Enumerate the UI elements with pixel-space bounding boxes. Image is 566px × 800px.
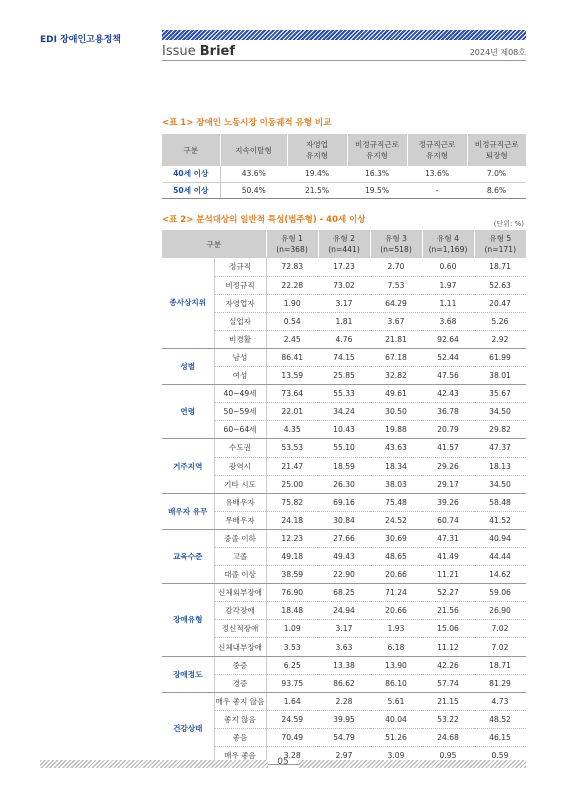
- issue-brief-bold: Brief: [199, 44, 236, 59]
- table-cell: 3.53: [266, 638, 318, 656]
- table-cell: 4.76: [318, 330, 370, 348]
- issue-brief-title: [162, 44, 235, 59]
- row-label: 신체외부장애: [214, 584, 266, 602]
- table2-column-header: 구분: [162, 230, 266, 258]
- table-cell: 24.59: [266, 710, 318, 728]
- table2-column-header: 유형 2 (n=441): [318, 230, 370, 258]
- table-cell: 42.43: [422, 385, 474, 403]
- table-cell: 19.4%: [287, 166, 347, 182]
- table-row: [162, 258, 526, 276]
- table-cell: 4.35: [266, 421, 318, 439]
- table-cell: 3.09: [370, 747, 422, 765]
- table-cell: 2.28: [318, 692, 370, 710]
- table-row: [162, 728, 526, 746]
- table2-column-header: 유형 3 (n=518): [370, 230, 422, 258]
- row-label: 좋지 않음: [214, 710, 266, 728]
- table-row: [162, 276, 526, 294]
- table-cell: 16.3%: [347, 166, 407, 182]
- header-stripe-band: [162, 30, 526, 40]
- row-label: 비경활: [214, 330, 266, 348]
- group-label: 건강상태: [162, 692, 214, 764]
- table-cell: 14.62: [474, 566, 526, 584]
- table-cell: 92.64: [422, 330, 474, 348]
- table-row: [162, 602, 526, 620]
- row-label: 40~49세: [214, 385, 266, 403]
- table-cell: 19.5%: [347, 182, 407, 198]
- table-cell: 43.6%: [220, 166, 287, 182]
- table-cell: 29.17: [422, 475, 474, 493]
- table-cell: 11.21: [422, 566, 474, 584]
- table2: [162, 230, 526, 765]
- table-cell: 2.45: [266, 330, 318, 348]
- issue-number: 2024년 제08호: [469, 48, 526, 57]
- table-cell: 30.84: [318, 511, 370, 529]
- row-label: 자영업자: [214, 294, 266, 312]
- row-label: 실업자: [214, 312, 266, 330]
- row-label: 고졸: [214, 548, 266, 566]
- table-cell: 13.59: [266, 367, 318, 385]
- table-row: [162, 638, 526, 656]
- table-cell: 30.69: [370, 529, 422, 547]
- table-row: [162, 457, 526, 475]
- table-cell: 34.24: [318, 403, 370, 421]
- table-cell: 47.37: [474, 439, 526, 457]
- table-cell: 93.75: [266, 674, 318, 692]
- row-label: 수도권: [214, 439, 266, 457]
- table-cell: 64.29: [370, 294, 422, 312]
- row-label: 감각장애: [214, 602, 266, 620]
- table-cell: 21.5%: [287, 182, 347, 198]
- table1-column-header: 자영업 유지형: [287, 134, 347, 166]
- table-cell: 7.53: [370, 276, 422, 294]
- table-cell: 40.04: [370, 710, 422, 728]
- table-cell: 18.71: [474, 258, 526, 276]
- table-cell: 13.90: [370, 656, 422, 674]
- row-label: 매우 좋지 않음: [214, 692, 266, 710]
- row-label: 정신적장애: [214, 620, 266, 638]
- table-cell: 15.06: [422, 620, 474, 638]
- header-divider: [162, 60, 526, 61]
- table-cell: 24.68: [422, 728, 474, 746]
- table-row: [162, 475, 526, 493]
- table-cell: 10.43: [318, 421, 370, 439]
- table-row: [162, 710, 526, 728]
- table-cell: 20.79: [422, 421, 474, 439]
- table-cell: 54.79: [318, 728, 370, 746]
- table-row: [162, 584, 526, 602]
- table-cell: 1.93: [370, 620, 422, 638]
- table-cell: 0.54: [266, 312, 318, 330]
- row-label: 무배우자: [214, 511, 266, 529]
- table2-header-row: [162, 230, 526, 258]
- table-cell: 58.48: [474, 493, 526, 511]
- table-cell: 74.15: [318, 348, 370, 366]
- table-cell: 21.15: [422, 692, 474, 710]
- table-cell: 41.49: [422, 548, 474, 566]
- table-cell: 35.67: [474, 385, 526, 403]
- row-label: 남성: [214, 348, 266, 366]
- table-cell: 12.23: [266, 529, 318, 547]
- table2-column-header: 유형 5 (n=171): [474, 230, 526, 258]
- table-cell: 6.25: [266, 656, 318, 674]
- table-row: [162, 566, 526, 584]
- table-cell: 75.82: [266, 493, 318, 511]
- group-label: 장애유형: [162, 584, 214, 656]
- table-cell: 24.52: [370, 511, 422, 529]
- row-label: 유배우자: [214, 493, 266, 511]
- footer-stripe-left: [40, 760, 268, 768]
- table-cell: 46.15: [474, 728, 526, 746]
- table-cell: 24.18: [266, 511, 318, 529]
- table-row: [162, 421, 526, 439]
- table-row: [162, 367, 526, 385]
- table-cell: 6.18: [370, 638, 422, 656]
- table-cell: 3.63: [318, 638, 370, 656]
- table-row: [162, 548, 526, 566]
- table-cell: 4.73: [474, 692, 526, 710]
- group-label: 연령: [162, 385, 214, 439]
- row-label: 정규직: [214, 258, 266, 276]
- table-row: [162, 620, 526, 638]
- group-label: 거주지역: [162, 439, 214, 493]
- table-cell: 3.68: [422, 312, 474, 330]
- table-cell: 67.18: [370, 348, 422, 366]
- table-row: [162, 330, 526, 348]
- table-row: [162, 656, 526, 674]
- table-cell: 57.74: [422, 674, 474, 692]
- row-label: 50~59세: [214, 403, 266, 421]
- table-cell: 69.16: [318, 493, 370, 511]
- table-cell: 55.33: [318, 385, 370, 403]
- row-label: 경증: [214, 674, 266, 692]
- table-cell: 22.01: [266, 403, 318, 421]
- table-row: [162, 294, 526, 312]
- row-label: 좋음: [214, 728, 266, 746]
- row-label: 60~64세: [214, 421, 266, 439]
- table-cell: 20.66: [370, 566, 422, 584]
- table-cell: 86.62: [318, 674, 370, 692]
- table-cell: 73.02: [318, 276, 370, 294]
- table2-body: [162, 258, 526, 765]
- table-cell: 36.78: [422, 403, 474, 421]
- table-cell: 34.50: [474, 475, 526, 493]
- table-cell: 29.26: [422, 457, 474, 475]
- table-cell: 21.56: [422, 602, 474, 620]
- table-cell: 42.26: [422, 656, 474, 674]
- table-cell: 25.85: [318, 367, 370, 385]
- table-cell: 1.81: [318, 312, 370, 330]
- table-cell: 3.28: [266, 747, 318, 765]
- row-label: 매우 좋음: [214, 747, 266, 765]
- table-cell: 40.94: [474, 529, 526, 547]
- table-cell: 5.26: [474, 312, 526, 330]
- table-cell: 32.82: [370, 367, 422, 385]
- table-cell: 26.90: [474, 602, 526, 620]
- table1-column-header: 비정규직근로 유지형: [347, 134, 407, 166]
- table2-column-header: 유형 1 (n=368): [266, 230, 318, 258]
- row-label: 중졸 이하: [214, 529, 266, 547]
- table-row: [162, 348, 526, 366]
- table-cell: 2.92: [474, 330, 526, 348]
- table-cell: 52.27: [422, 584, 474, 602]
- table-row: [162, 182, 526, 198]
- table-cell: 49.18: [266, 548, 318, 566]
- table-cell: 86.41: [266, 348, 318, 366]
- table-cell: 72.83: [266, 258, 318, 276]
- table-cell: 3.67: [370, 312, 422, 330]
- table-cell: 44.44: [474, 548, 526, 566]
- row-label: 신체내부장애: [214, 638, 266, 656]
- table-cell: 38.59: [266, 566, 318, 584]
- table1-header-row: [162, 134, 526, 166]
- table-cell: 2.70: [370, 258, 422, 276]
- table-cell: 22.28: [266, 276, 318, 294]
- table-cell: 68.25: [318, 584, 370, 602]
- row-label: 광역시: [214, 457, 266, 475]
- table-cell: 13.6%: [407, 166, 467, 182]
- group-label: 교육수준: [162, 529, 214, 583]
- table-cell: 1.09: [266, 620, 318, 638]
- table-cell: 59.06: [474, 584, 526, 602]
- table-cell: -: [407, 182, 467, 198]
- table-cell: 17.23: [318, 258, 370, 276]
- table-cell: 38.03: [370, 475, 422, 493]
- table2-title: <표 2> 분석대상의 일반적 특성(범주형) - 40세 이상: [162, 215, 366, 225]
- table-cell: 49.61: [370, 385, 422, 403]
- table-cell: 75.48: [370, 493, 422, 511]
- table-cell: 38.01: [474, 367, 526, 385]
- table-cell: 18.34: [370, 457, 422, 475]
- group-label: 성별: [162, 348, 214, 384]
- table-row: [162, 439, 526, 457]
- table-cell: 7.02: [474, 638, 526, 656]
- table-cell: 18.13: [474, 457, 526, 475]
- table-cell: 3.17: [318, 294, 370, 312]
- table-cell: 70.49: [266, 728, 318, 746]
- table-cell: 41.57: [422, 439, 474, 457]
- table-cell: 1.64: [266, 692, 318, 710]
- table-cell: 27.66: [318, 529, 370, 547]
- table1-body: [162, 166, 526, 198]
- issue-brief-prefix: Issue: [162, 44, 196, 59]
- table-cell: 0.95: [422, 747, 474, 765]
- table-cell: 3.17: [318, 620, 370, 638]
- table1-title: <표 1> 장애인 노동시장 이동궤적 유형 비교: [162, 118, 332, 128]
- table-cell: 52.44: [422, 348, 474, 366]
- table-cell: 1.97: [422, 276, 474, 294]
- group-label: 배우자 유무: [162, 493, 214, 529]
- table-cell: 41.52: [474, 511, 526, 529]
- table-row: [162, 511, 526, 529]
- table-cell: 47.31: [422, 529, 474, 547]
- org-label: EDI 장애인고용정책: [40, 35, 121, 45]
- table-cell: 53.53: [266, 439, 318, 457]
- group-label: 종사상지위: [162, 258, 214, 348]
- table-row: [162, 674, 526, 692]
- table-cell: 60.74: [422, 511, 474, 529]
- table-cell: 22.90: [318, 566, 370, 584]
- table-cell: 55.10: [318, 439, 370, 457]
- table-cell: 7.02: [474, 620, 526, 638]
- table-cell: 21.81: [370, 330, 422, 348]
- table-cell: 18.48: [266, 602, 318, 620]
- table-cell: 19.88: [370, 421, 422, 439]
- table-cell: 39.95: [318, 710, 370, 728]
- table-cell: 0.59: [474, 747, 526, 765]
- table-cell: 49.43: [318, 548, 370, 566]
- table-cell: 20.47: [474, 294, 526, 312]
- table-cell: 47.56: [422, 367, 474, 385]
- table-cell: 48.52: [474, 710, 526, 728]
- table-cell: 11.12: [422, 638, 474, 656]
- table-cell: 13.38: [318, 656, 370, 674]
- table-cell: 76.90: [266, 584, 318, 602]
- table1: [162, 134, 526, 199]
- table1-column-header: 구분: [162, 134, 220, 166]
- table-cell: 24.94: [318, 602, 370, 620]
- row-label: 40세 이상: [162, 166, 220, 182]
- table-row: [162, 385, 526, 403]
- row-label: 기타 시도: [214, 475, 266, 493]
- table-cell: 1.90: [266, 294, 318, 312]
- table-cell: 20.66: [370, 602, 422, 620]
- table-cell: 43.63: [370, 439, 422, 457]
- table1-column-header: 비정규직근로 퇴장형: [467, 134, 526, 166]
- table-cell: 86.10: [370, 674, 422, 692]
- table-cell: 18.71: [474, 656, 526, 674]
- table-cell: 2.97: [318, 747, 370, 765]
- table-row: [162, 166, 526, 182]
- table-cell: 52.63: [474, 276, 526, 294]
- table-cell: 26.30: [318, 475, 370, 493]
- table-cell: 81.29: [474, 674, 526, 692]
- table-cell: 21.47: [266, 457, 318, 475]
- table2-unit: (단위: %): [493, 220, 524, 228]
- table-cell: 50.4%: [220, 182, 287, 198]
- table-cell: 18.59: [318, 457, 370, 475]
- row-label: 50세 이상: [162, 182, 220, 198]
- table1-column-header: 정규직근로 유지형: [407, 134, 467, 166]
- table-row: [162, 692, 526, 710]
- table-cell: 30.50: [370, 403, 422, 421]
- page-number: 05: [277, 757, 289, 767]
- table-cell: 34.50: [474, 403, 526, 421]
- table1-column-header: 지속이탈형: [220, 134, 287, 166]
- row-label: 비정규직: [214, 276, 266, 294]
- table-cell: 71.24: [370, 584, 422, 602]
- table-cell: 25.00: [266, 475, 318, 493]
- table-cell: 7.0%: [467, 166, 526, 182]
- table-cell: 61.99: [474, 348, 526, 366]
- table-row: [162, 312, 526, 330]
- table-cell: 39.26: [422, 493, 474, 511]
- table-cell: 53.22: [422, 710, 474, 728]
- table-cell: 1.11: [422, 294, 474, 312]
- row-label: 여성: [214, 367, 266, 385]
- table-row: [162, 493, 526, 511]
- row-label: 대졸 이상: [214, 566, 266, 584]
- row-label: 중증: [214, 656, 266, 674]
- table-row: [162, 529, 526, 547]
- table-cell: 0.60: [422, 258, 474, 276]
- table-cell: 73.64: [266, 385, 318, 403]
- table-cell: 48.65: [370, 548, 422, 566]
- table-row: [162, 403, 526, 421]
- table-cell: 29.82: [474, 421, 526, 439]
- table-cell: 8.6%: [467, 182, 526, 198]
- footer-stripe-right: [298, 760, 526, 768]
- table2-column-header: 유형 4 (n=1,169): [422, 230, 474, 258]
- table-cell: 5.61: [370, 692, 422, 710]
- group-label: 장애정도: [162, 656, 214, 692]
- table-cell: 51.26: [370, 728, 422, 746]
